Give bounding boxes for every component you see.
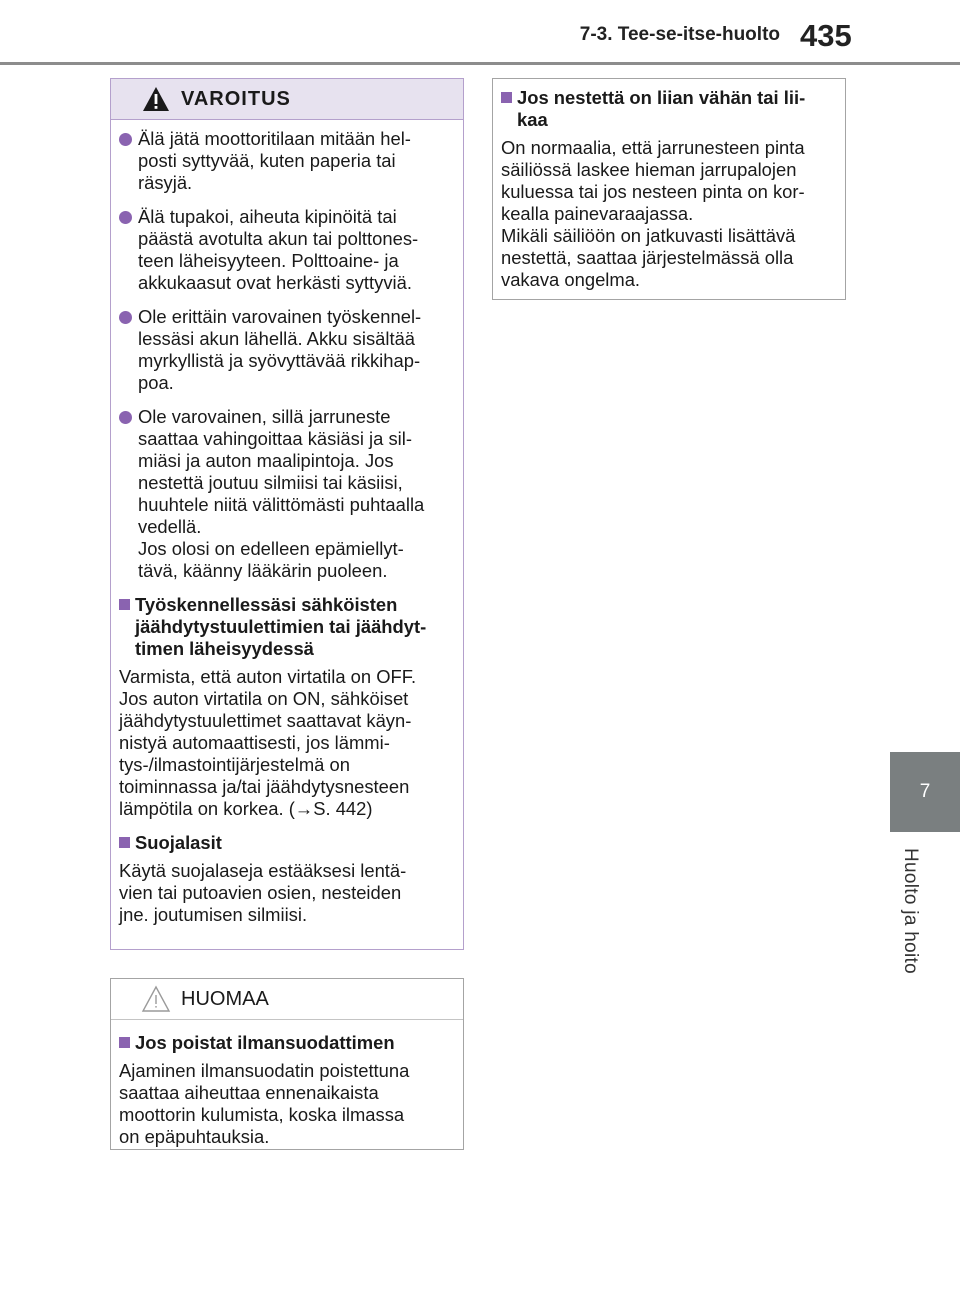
section-title: 7-3. Tee-se-itse-huolto bbox=[579, 24, 780, 45]
notice-subheading bbox=[119, 1032, 449, 1054]
warning-header bbox=[111, 79, 463, 120]
notice-header bbox=[111, 979, 463, 1020]
info-content bbox=[493, 79, 845, 315]
subheading-text: Suojalasit bbox=[135, 832, 222, 853]
notice-box bbox=[110, 978, 464, 1150]
warning-bullet-text: Älä tupakoi, aiheuta kipinöitä tai päästä avotulta akun tai polttones- teen läheisyyteen. Polttoaine- ja akkukaasut ovat herkästi syttyviä. bbox=[138, 206, 419, 293]
notice-content bbox=[111, 1020, 463, 1170]
warning-triangle-icon bbox=[141, 85, 171, 113]
info-subheading bbox=[501, 87, 833, 131]
warning-box bbox=[110, 78, 464, 950]
info-box bbox=[492, 78, 846, 300]
notice-title: HUOMAA bbox=[181, 988, 269, 1010]
caution-triangle-icon bbox=[141, 985, 171, 1013]
warning-bullet bbox=[119, 306, 449, 394]
warning-bullet bbox=[119, 206, 449, 294]
warning-subheading bbox=[119, 594, 449, 660]
warning-paragraph: Käytä suojalaseja estääksesi lentä- vien tai putoavien osien, nesteiden jne. joutumisen silmiisi. bbox=[119, 860, 407, 925]
bullet-dot-icon bbox=[119, 311, 132, 324]
notice-paragraph: Ajaminen ilmansuodatin poistettuna saattaa aiheuttaa ennenaikaista moottorin kulumista, koska ilmassa on epäpuhtauksia. bbox=[119, 1060, 410, 1147]
bullet-dot-icon bbox=[119, 211, 132, 224]
subheading-text: Työskennellessäsi sähköisten jäähdytystuulettimien tai jäähdyt- timen läheisyydessä bbox=[135, 594, 427, 659]
subheading-text: Jos poistat ilmansuodattimen bbox=[135, 1032, 395, 1053]
warning-bullet-text: Älä jätä moottoritilaan mitään hel- posti syttyvää, kuten paperia tai räsyjä. bbox=[138, 128, 411, 193]
bullet-dot-icon bbox=[119, 133, 132, 146]
subheading-text: Jos nestettä on liian vähän tai lii- kaa bbox=[517, 87, 806, 130]
warning-bullet-text: Ole erittäin varovainen työskennel- lessäsi akun lähellä. Akku sisältää myrkyllistä ja syövyttävää rikkihap- poa. bbox=[138, 306, 422, 393]
warning-title: VAROITUS bbox=[181, 88, 291, 110]
info-paragraph: On normaalia, että jarrunesteen pinta säiliössä laskee hieman jarrupalojen kuluessa tai jos nesteen pinta on kor- kealla painevaraajassa. Mikäli säiliöön on jatkuvasti lisättävä nestettä, saattaa järjestelmässä olla vakava ongelma. bbox=[501, 137, 805, 290]
square-bullet-icon bbox=[119, 599, 130, 610]
warning-content bbox=[111, 120, 463, 948]
warning-bullet bbox=[119, 128, 449, 194]
chapter-label: Huolto ja hoito bbox=[900, 848, 921, 974]
header-divider bbox=[0, 62, 960, 65]
square-bullet-icon bbox=[119, 1037, 130, 1048]
square-bullet-icon bbox=[501, 92, 512, 103]
bullet-dot-icon bbox=[119, 411, 132, 424]
page-number: 435 bbox=[800, 18, 852, 53]
square-bullet-icon bbox=[119, 837, 130, 848]
warning-subheading bbox=[119, 832, 449, 854]
chapter-tab: 7 bbox=[890, 752, 960, 832]
warning-paragraph: Varmista, että auton virtatila on OFF. Jos auton virtatila on ON, sähköiset jäähdytystuulettimet saattavat käyn- nistyä automaattisesti, jos lämmi- tys-/ilmastointijärjestelmä on toiminnassa ja/tai jäähdytysnesteen lämpötila on korkea. (→S. 442) bbox=[119, 666, 417, 819]
warning-bullet-text: Ole varovainen, sillä jarruneste saattaa vahingoittaa käsiäsi ja sil- miäsi ja auton maalipintoja. Jos nestettä joutuu silmiisi tai käsiisi, huuhtele niitä välittömästi puhtaalla vedellä. Jos olosi on edelleen epämiellyt- tävä, käänny lääkärin puoleen. bbox=[138, 406, 425, 581]
warning-bullet bbox=[119, 406, 449, 582]
